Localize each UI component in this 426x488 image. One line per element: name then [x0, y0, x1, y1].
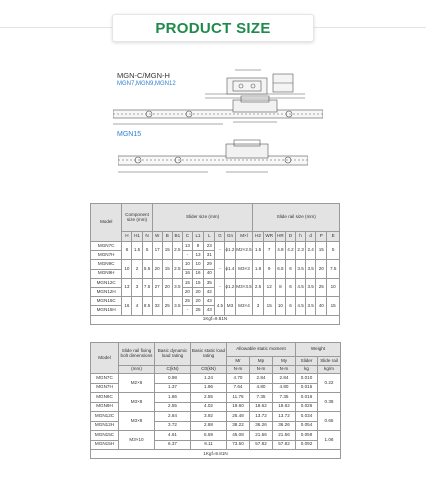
- t1-h: 3.5: [296, 260, 306, 278]
- t2-head-model: Model: [91, 343, 119, 374]
- t1-w: 32: [152, 297, 162, 315]
- t2-mp: 2.84: [250, 374, 273, 384]
- t1-c: 13: [182, 242, 192, 251]
- t1-e: 5: [327, 242, 340, 260]
- t1-h1: 4: [132, 297, 142, 315]
- t1-p: 20: [316, 260, 327, 278]
- t1-c: 25: [182, 297, 192, 306]
- t2-head-kg: kg: [296, 366, 318, 374]
- t2-c: 1.86: [155, 393, 191, 403]
- t2-header-row: [91, 343, 341, 357]
- t2-c0: 9.11: [191, 440, 227, 450]
- t1-g: -: [215, 260, 225, 278]
- t1-header-row: [91, 204, 340, 232]
- t1-col-10: Gn: [225, 232, 235, 242]
- t1-h: 8: [122, 242, 132, 260]
- t1-h2: 1.5: [253, 242, 263, 260]
- t2-head-bolt_unit: (mm): [119, 366, 155, 374]
- t2-head-my: My: [273, 357, 296, 366]
- label-mgn-c: MGN-C/MGN-H: [117, 71, 170, 80]
- t1-l: 29: [204, 260, 215, 269]
- t1-col-15: D: [285, 232, 295, 242]
- t2-footer-row: [91, 450, 341, 459]
- t2-my: 57.82: [273, 440, 296, 450]
- t1-h: 4.5: [296, 297, 306, 315]
- t2-c: 6.37: [155, 440, 191, 450]
- t2-my: 4.80: [273, 383, 296, 393]
- t2-c0: 3.92: [191, 412, 227, 422]
- t1-b: 25: [162, 297, 172, 315]
- t1-model: MGN7H: [91, 251, 122, 260]
- t1-l: 35: [204, 278, 215, 287]
- t1-l1: 20: [192, 287, 203, 296]
- t1-h: 10: [122, 260, 132, 278]
- t1-col-6: C: [182, 232, 192, 242]
- t2-rail-weight: 0.65: [318, 412, 341, 431]
- t1-model: MGN9C: [91, 260, 122, 269]
- t2-model: MGN15H: [91, 440, 119, 450]
- t1-h: 13: [122, 278, 132, 296]
- t2-mp: 21.56: [250, 431, 273, 441]
- table-row: [91, 393, 341, 403]
- t2-my: 13.72: [273, 412, 296, 422]
- t1-n: 5.5: [142, 260, 152, 278]
- t1-col-8: L: [204, 232, 215, 242]
- t1-h: 4.5: [296, 278, 306, 296]
- t1-col-3: W: [152, 232, 162, 242]
- t1-h: 16: [122, 297, 132, 315]
- t1-col-5: B1: [172, 232, 182, 242]
- t2-c: 2.84: [155, 412, 191, 422]
- t2-my: 2.84: [273, 374, 296, 384]
- t1-model: MGN15C: [91, 297, 122, 306]
- t2-head-bolt: [119, 343, 155, 366]
- t1-head-slider: Slider size (mm): [152, 204, 253, 232]
- t1-l1: 25: [192, 306, 203, 315]
- t1-h1: 3: [132, 278, 142, 296]
- t1-gn: ϕ1.2: [225, 278, 235, 296]
- t2-bolt: M3×8: [119, 393, 155, 412]
- t1-wr: 9: [263, 260, 275, 278]
- t2-my: 36.26: [273, 421, 296, 431]
- t1-c: -: [182, 306, 192, 315]
- t2-mr: 25.48: [227, 412, 250, 422]
- t2-bolt: M3×8: [119, 412, 155, 431]
- t1-col-2: N: [142, 232, 152, 242]
- t1-c: 10: [182, 260, 192, 269]
- t2-model: MGN12H: [91, 421, 119, 431]
- t2-head-nm: N-m: [273, 366, 296, 374]
- t1-l: 40: [204, 269, 215, 278]
- t2-mr: 45.08: [227, 431, 250, 441]
- side-view-rail-diagram: [113, 94, 323, 128]
- t2-model: MGN9H: [91, 402, 119, 412]
- t1-l: 43: [204, 297, 215, 306]
- load-rating-table: [90, 342, 341, 459]
- t2-head-stat: Basic static load rating: [191, 343, 227, 366]
- t2-c: 4.61: [155, 431, 191, 441]
- t1-g: 4.5: [215, 297, 225, 315]
- t2-head-dyn_unit: C(kN): [155, 366, 191, 374]
- t1-l: 43: [204, 306, 215, 315]
- t1-gn: ϕ1.2: [225, 242, 235, 260]
- t1-l: 31: [204, 251, 215, 260]
- t1-d: 2.4: [306, 242, 316, 260]
- t2-head-nm: N-m: [227, 366, 250, 374]
- t1-n: 8.5: [142, 297, 152, 315]
- t2-s: 0.092: [296, 440, 318, 450]
- t2-mr: 11.76: [227, 393, 250, 403]
- t1-e: 7.5: [327, 260, 340, 278]
- t2-head-slider: Slider: [296, 357, 318, 366]
- t2-footer: 1Kgf=9.81N: [91, 450, 341, 459]
- t1-c: -: [182, 251, 192, 260]
- t1-d: 6: [285, 278, 295, 296]
- t1-ml: M3×3.5: [235, 278, 253, 296]
- t2-head-nm: N-m: [250, 366, 273, 374]
- t2-head-dyn: Basic dynamic load rating: [155, 343, 191, 366]
- slider-rail-size-table: [90, 203, 340, 325]
- page-title: PRODUCT SIZE: [155, 19, 271, 37]
- t2-c0: 4.02: [191, 402, 227, 412]
- t2-my: 18.62: [273, 402, 296, 412]
- t1-p: 40: [316, 297, 327, 315]
- t1-col-4: B: [162, 232, 172, 242]
- mgn15-side-diagram: [118, 138, 308, 178]
- t1-d: 3.5: [306, 297, 316, 315]
- t1-hr: 6.5: [275, 260, 285, 278]
- t2-c0: 1.24: [191, 374, 227, 384]
- t1-p: 25: [316, 278, 327, 296]
- t2-mp: 57.82: [250, 440, 273, 450]
- table-row: [91, 260, 340, 269]
- t2-c: 0.98: [155, 374, 191, 384]
- t1-d: 3.5: [306, 278, 316, 296]
- t2-s: 0.034: [296, 412, 318, 422]
- t2-rail-weight: 0.22: [318, 374, 341, 393]
- table-row: [91, 412, 341, 422]
- t1-wr: 7: [263, 242, 275, 260]
- t1-ml: M3×4: [235, 297, 253, 315]
- t1-col-16: h: [296, 232, 306, 242]
- t2-model: MGN7C: [91, 374, 119, 384]
- t2-model: MGN12C: [91, 412, 119, 422]
- t2-mp: 13.72: [250, 412, 273, 422]
- t1-header-cols: [91, 232, 340, 242]
- t1-head-component: Component size (mm): [122, 204, 152, 232]
- t1-l1: 10: [192, 260, 203, 269]
- t1-l1: 13: [192, 251, 203, 260]
- t2-mp: 7.35: [250, 393, 273, 403]
- t2-head-weight: Weight: [296, 343, 341, 357]
- t2-head-mp: Mp: [250, 357, 273, 366]
- t2-head-moment: Allowable static moment: [227, 343, 296, 357]
- t2-head-kgm: kg/m: [318, 366, 341, 374]
- t2-mr: 73.50: [227, 440, 250, 450]
- t1-wr: 15: [263, 297, 275, 315]
- t1-b1: 3.5: [172, 278, 182, 296]
- t2-model: MGN15C: [91, 431, 119, 441]
- t1-col-7: L1: [192, 232, 203, 242]
- t2-rail-weight: 1.06: [318, 431, 341, 450]
- t1-w: 17: [152, 242, 162, 260]
- t1-l1: 20: [192, 297, 203, 306]
- t2-mp: 36.26: [250, 421, 273, 431]
- t2-s: 0.054: [296, 421, 318, 431]
- t2-s: 0.059: [296, 431, 318, 441]
- t1-p: 15: [316, 242, 327, 260]
- title-banner: [112, 14, 314, 42]
- t1-model: MGN15H: [91, 306, 122, 315]
- t1-col-19: E: [327, 232, 340, 242]
- t2-c0: 5.59: [191, 431, 227, 441]
- t2-mp: 18.62: [250, 402, 273, 412]
- table-row: [91, 278, 340, 287]
- table-row: [91, 297, 340, 306]
- t1-col-0: H: [122, 232, 132, 242]
- t2-head-rail: Slide rail: [318, 357, 341, 366]
- t2-s: 0.010: [296, 374, 318, 384]
- t2-c: 1.37: [155, 383, 191, 393]
- t1-ml: M2×2.5: [235, 242, 253, 260]
- t2-c0: 1.96: [191, 383, 227, 393]
- t1-w: 27: [152, 278, 162, 296]
- t1-b1: 3.5: [172, 297, 182, 315]
- t1-model: MGN7C: [91, 242, 122, 251]
- t1-b: 15: [162, 260, 172, 278]
- t1-d: 3.5: [306, 260, 316, 278]
- t1-col-14: HR: [275, 232, 285, 242]
- t2-c: 3.72: [155, 421, 191, 431]
- t1-d: 4.2: [285, 242, 295, 260]
- t2-s: 0.016: [296, 393, 318, 403]
- t1-b: 15: [162, 242, 172, 260]
- t2-s: 0.015: [296, 383, 318, 393]
- t1-gn: M3: [225, 297, 235, 315]
- t1-hr: 4.8: [275, 242, 285, 260]
- t1-hr: 10: [275, 297, 285, 315]
- t1-col-9: G: [215, 232, 225, 242]
- t1-e: 10: [327, 278, 340, 296]
- t2-head-mr: Mr: [227, 357, 250, 366]
- t1-d: 6: [285, 260, 295, 278]
- t1-l: 23: [204, 242, 215, 251]
- t2-head-stat_unit: C0(kN): [191, 366, 227, 374]
- t1-h2: 1.8: [253, 260, 263, 278]
- t1-l1: 16: [192, 269, 203, 278]
- t2-head-bolt-label: Slide rail fixing bolt dimensions: [120, 348, 153, 358]
- label-mgn-sizes: MGN7,MGN9,MGN12: [117, 81, 176, 87]
- t1-col-18: P: [316, 232, 327, 242]
- t1-col-12: H2: [253, 232, 263, 242]
- t1-footer: 1Kgf=9.81N: [91, 315, 340, 324]
- t1-e: 15: [327, 297, 340, 315]
- t2-my: 21.56: [273, 431, 296, 441]
- t1-n: 5: [142, 242, 152, 260]
- t1-col-1: H1: [132, 232, 142, 242]
- t2-model: MGN9C: [91, 393, 119, 403]
- t1-wr: 12: [263, 278, 275, 296]
- t2-mr: 19.60: [227, 402, 250, 412]
- t2-c: 2.55: [155, 402, 191, 412]
- t2-bolt: M2×6: [119, 374, 155, 393]
- t2-s: 0.026: [296, 402, 318, 412]
- t2-my: 7.35: [273, 393, 296, 403]
- t2-c0: 2.55: [191, 393, 227, 403]
- t1-h2: 2.5: [253, 278, 263, 296]
- t2-rail-weight: 0.38: [318, 393, 341, 412]
- t1-c: 20: [182, 287, 192, 296]
- t1-model: MGN12C: [91, 278, 122, 287]
- t1-col-11: M×l: [235, 232, 253, 242]
- t1-l1: 15: [192, 278, 203, 287]
- t1-model: MGN12H: [91, 287, 122, 296]
- t1-h: 2.3: [296, 242, 306, 260]
- table-row: [91, 374, 341, 384]
- table-row: [91, 431, 341, 441]
- t1-hr: 8: [275, 278, 285, 296]
- t1-b1: 2.5: [172, 260, 182, 278]
- t2-model: MGN7H: [91, 383, 119, 393]
- t1-model: MGN9H: [91, 269, 122, 278]
- t2-mp: 4.80: [250, 383, 273, 393]
- t2-mr: 7.64: [227, 383, 250, 393]
- t1-head-rail: Slide rail size (mm): [253, 204, 340, 232]
- t1-n: 7.5: [142, 278, 152, 296]
- t2-c0: 2.88: [191, 421, 227, 431]
- t1-g: -: [215, 278, 225, 296]
- t1-col-13: WR: [263, 232, 275, 242]
- t2-mr: 38.22: [227, 421, 250, 431]
- t1-h1: 1.5: [132, 242, 142, 260]
- t2-mr: 4.70: [227, 374, 250, 384]
- t1-d: 6: [285, 297, 295, 315]
- t1-ml: M3×3: [235, 260, 253, 278]
- t1-footer-row: [91, 315, 340, 324]
- t1-l1: 8: [192, 242, 203, 251]
- t2-bolt: M3×10: [119, 431, 155, 450]
- t1-l: 42: [204, 287, 215, 296]
- t1-c: 16: [182, 269, 192, 278]
- t1-c: 15: [182, 278, 192, 287]
- t1-w: 20: [152, 260, 162, 278]
- t1-head-model: Model: [91, 204, 122, 242]
- t1-g: -: [215, 242, 225, 260]
- t1-h2: 3: [253, 297, 263, 315]
- t1-b1: 2.5: [172, 242, 182, 260]
- t1-col-17: d: [306, 232, 316, 242]
- t1-b: 20: [162, 278, 172, 296]
- t1-gn: ϕ1.4: [225, 260, 235, 278]
- label-mgn15: MGN15: [117, 131, 142, 138]
- table-row: [91, 242, 340, 251]
- t1-h1: 2: [132, 260, 142, 278]
